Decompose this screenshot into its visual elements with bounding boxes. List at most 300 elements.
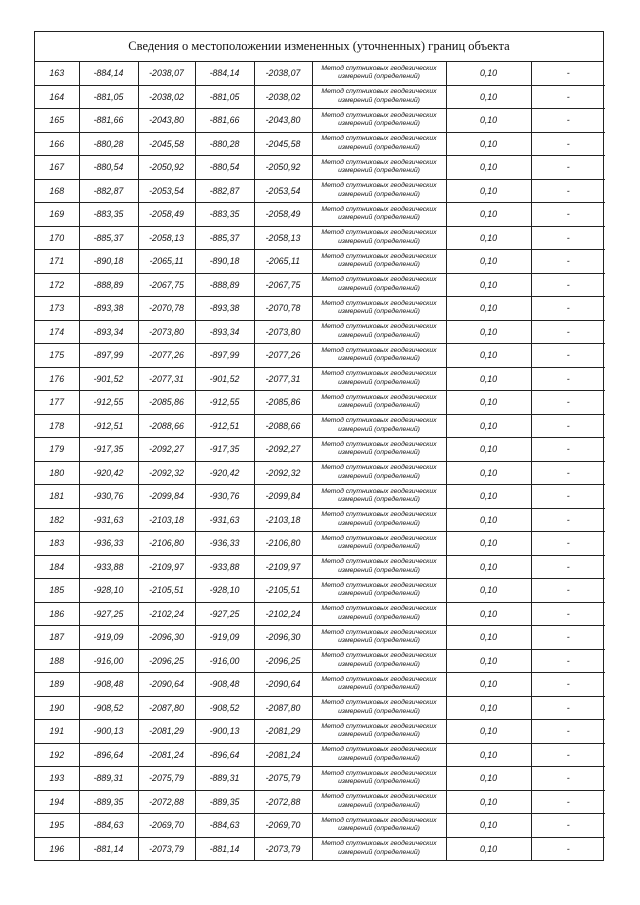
point-number-cell: 182 [35,508,79,532]
boundary-coordinates-sheet [34,31,604,861]
point-number-cell: 196 [35,837,79,860]
method-cell [312,226,446,250]
point-number-cell: 195 [35,814,79,838]
point-number-cell: 186 [35,602,79,626]
method-cell [312,250,446,274]
existing-x-cell: -900,13 [79,720,138,744]
table-row [35,743,605,767]
point-number-cell: 180 [35,461,79,485]
table-row [35,85,605,109]
accuracy-cell: 0,10 [446,156,531,180]
method-cell [312,367,446,391]
method-text-line-1: Метод спутниковых геодезических [321,276,437,284]
method-cell [312,579,446,603]
note-cell: - [531,508,605,532]
method-text-line-1: Метод спутниковых геодезических [321,229,437,237]
method-text-line-2: измерений (определений) [338,848,420,856]
refined-y-cell: -2067,75 [254,273,312,297]
note-cell: - [531,273,605,297]
existing-x-cell: -884,14 [79,62,138,85]
point-number-cell: 172 [35,273,79,297]
refined-x-cell: -881,14 [195,837,254,860]
method-text-line-1: Метод спутниковых геодезических [321,464,437,472]
refined-x-cell: -893,38 [195,297,254,321]
existing-x-cell: -890,18 [79,250,138,274]
method-cell [312,297,446,321]
refined-x-cell: -920,42 [195,461,254,485]
note-cell: - [531,790,605,814]
method-text-line-2: измерений (определений) [338,825,420,833]
refined-y-cell: -2043,80 [254,109,312,133]
refined-x-cell: -919,09 [195,626,254,650]
note-cell: - [531,344,605,368]
table-row [35,344,605,368]
existing-y-cell: -2069,70 [138,814,195,838]
existing-x-cell: -936,33 [79,532,138,556]
accuracy-cell: 0,10 [446,320,531,344]
note-cell: - [531,85,605,109]
note-cell: - [531,320,605,344]
existing-x-cell: -901,52 [79,367,138,391]
method-text-line-1: Метод спутниковых геодезических [321,252,437,260]
note-cell: - [531,461,605,485]
refined-y-cell: -2106,80 [254,532,312,556]
existing-x-cell: -919,09 [79,626,138,650]
point-number-cell: 164 [35,85,79,109]
method-text-line-2: измерений (определений) [338,637,420,645]
accuracy-cell: 0,10 [446,367,531,391]
existing-y-cell: -2081,29 [138,720,195,744]
method-text-line-1: Метод спутниковых геодезических [321,205,437,213]
existing-y-cell: -2105,51 [138,579,195,603]
accuracy-cell: 0,10 [446,814,531,838]
refined-y-cell: -2053,54 [254,179,312,203]
refined-x-cell: -927,25 [195,602,254,626]
existing-y-cell: -2058,49 [138,203,195,227]
point-number-cell: 190 [35,696,79,720]
method-cell [312,508,446,532]
method-text-line-2: измерений (определений) [338,707,420,715]
point-number-cell: 188 [35,649,79,673]
method-text-line-1: Метод спутниковых геодезических [321,135,437,143]
refined-y-cell: -2092,32 [254,461,312,485]
note-cell: - [531,179,605,203]
method-cell [312,532,446,556]
method-text-line-2: измерений (определений) [338,190,420,198]
note-cell: - [531,226,605,250]
existing-x-cell: -916,00 [79,649,138,673]
note-cell: - [531,297,605,321]
method-text-line-1: Метод спутниковых геодезических [321,346,437,354]
table-row [35,814,605,838]
refined-x-cell: -916,00 [195,649,254,673]
point-number-cell: 174 [35,320,79,344]
method-text-line-2: измерений (определений) [338,496,420,504]
refined-y-cell: -2070,78 [254,297,312,321]
note-cell: - [531,156,605,180]
note-cell: - [531,626,605,650]
table-row [35,602,605,626]
accuracy-cell: 0,10 [446,109,531,133]
method-text-line-2: измерений (определений) [338,237,420,245]
method-text-line-1: Метод спутниковых геодезических [321,722,437,730]
refined-y-cell: -2109,97 [254,555,312,579]
method-cell [312,391,446,415]
point-number-cell: 170 [35,226,79,250]
point-number-cell: 171 [35,250,79,274]
refined-x-cell: -928,10 [195,579,254,603]
method-cell [312,814,446,838]
method-text-line-2: измерений (определений) [338,684,420,692]
existing-y-cell: -2099,84 [138,485,195,509]
existing-x-cell: -893,38 [79,297,138,321]
point-number-cell: 173 [35,297,79,321]
note-cell: - [531,743,605,767]
existing-x-cell: -917,35 [79,438,138,462]
note-cell: - [531,62,605,85]
point-number-cell: 175 [35,344,79,368]
point-number-cell: 192 [35,743,79,767]
note-cell: - [531,485,605,509]
point-number-cell: 177 [35,391,79,415]
refined-y-cell: -2088,66 [254,414,312,438]
page-title: Сведения о местоположении измененных (уточненных) границ объекта [35,32,603,62]
method-text-line-2: измерений (определений) [338,731,420,739]
method-text-line-2: измерений (определений) [338,308,420,316]
method-text-line-1: Метод спутниковых геодезических [321,299,437,307]
refined-y-cell: -2050,92 [254,156,312,180]
refined-x-cell: -890,18 [195,250,254,274]
note-cell: - [531,391,605,415]
existing-y-cell: -2077,31 [138,367,195,391]
note-cell: - [531,602,605,626]
refined-x-cell: -897,99 [195,344,254,368]
table-row [35,320,605,344]
point-number-cell: 187 [35,626,79,650]
refined-x-cell: -936,33 [195,532,254,556]
note-cell: - [531,814,605,838]
method-cell [312,767,446,791]
existing-y-cell: -2045,58 [138,132,195,156]
existing-x-cell: -881,66 [79,109,138,133]
refined-y-cell: -2092,27 [254,438,312,462]
existing-y-cell: -2073,80 [138,320,195,344]
method-text-line-1: Метод спутниковых геодезических [321,793,437,801]
existing-y-cell: -2038,02 [138,85,195,109]
table-row [35,367,605,391]
existing-x-cell: -912,51 [79,414,138,438]
method-cell [312,414,446,438]
existing-y-cell: -2081,24 [138,743,195,767]
note-cell: - [531,203,605,227]
accuracy-cell: 0,10 [446,414,531,438]
refined-x-cell: -917,35 [195,438,254,462]
existing-x-cell: -912,55 [79,391,138,415]
method-text-line-2: измерений (определений) [338,543,420,551]
existing-x-cell: -927,25 [79,602,138,626]
refined-x-cell: -912,51 [195,414,254,438]
existing-x-cell: -880,28 [79,132,138,156]
method-text-line-2: измерений (определений) [338,472,420,480]
table-row [35,109,605,133]
existing-y-cell: -2109,97 [138,555,195,579]
accuracy-cell: 0,10 [446,837,531,860]
method-text-line-2: измерений (определений) [338,566,420,574]
coordinates-table-body [35,62,605,860]
refined-y-cell: -2081,24 [254,743,312,767]
note-cell: - [531,649,605,673]
table-row [35,391,605,415]
refined-x-cell: -912,55 [195,391,254,415]
refined-y-cell: -2073,79 [254,837,312,860]
refined-y-cell: -2090,64 [254,673,312,697]
accuracy-cell: 0,10 [446,344,531,368]
note-cell: - [531,767,605,791]
accuracy-cell: 0,10 [446,391,531,415]
accuracy-cell: 0,10 [446,602,531,626]
existing-x-cell: -880,54 [79,156,138,180]
table-row [35,626,605,650]
method-cell [312,696,446,720]
note-cell: - [531,414,605,438]
method-text-line-1: Метод спутниковых геодезических [321,88,437,96]
method-cell [312,85,446,109]
method-text-line-2: измерений (определений) [338,402,420,410]
table-row [35,179,605,203]
accuracy-cell: 0,10 [446,438,531,462]
existing-x-cell: -884,63 [79,814,138,838]
note-cell: - [531,720,605,744]
accuracy-cell: 0,10 [446,555,531,579]
method-cell [312,673,446,697]
method-text-line-2: измерений (определений) [338,143,420,151]
point-number-cell: 185 [35,579,79,603]
existing-y-cell: -2070,78 [138,297,195,321]
table-row [35,461,605,485]
existing-y-cell: -2092,27 [138,438,195,462]
accuracy-cell: 0,10 [446,532,531,556]
accuracy-cell: 0,10 [446,273,531,297]
accuracy-cell: 0,10 [446,649,531,673]
refined-y-cell: -2085,86 [254,391,312,415]
method-text-line-2: измерений (определений) [338,214,420,222]
refined-y-cell: -2096,25 [254,649,312,673]
point-number-cell: 166 [35,132,79,156]
existing-x-cell: -908,48 [79,673,138,697]
method-text-line-2: измерений (определений) [338,73,420,81]
existing-x-cell: -896,64 [79,743,138,767]
table-row [35,273,605,297]
method-cell [312,179,446,203]
method-cell [312,837,446,860]
refined-y-cell: -2077,31 [254,367,312,391]
existing-x-cell: -889,35 [79,790,138,814]
table-row [35,485,605,509]
existing-y-cell: -2058,13 [138,226,195,250]
method-text-line-1: Метод спутниковых геодезических [321,769,437,777]
existing-x-cell: -931,63 [79,508,138,532]
refined-y-cell: -2038,02 [254,85,312,109]
existing-x-cell: -885,37 [79,226,138,250]
refined-x-cell: -889,31 [195,767,254,791]
existing-x-cell: -889,31 [79,767,138,791]
table-row [35,579,605,603]
method-cell [312,555,446,579]
point-number-cell: 191 [35,720,79,744]
coordinates-table [35,62,605,860]
existing-x-cell: -881,14 [79,837,138,860]
method-text-line-2: измерений (определений) [338,355,420,363]
point-number-cell: 169 [35,203,79,227]
note-cell: - [531,132,605,156]
method-text-line-2: измерений (определений) [338,378,420,386]
accuracy-cell: 0,10 [446,461,531,485]
existing-y-cell: -2087,80 [138,696,195,720]
existing-x-cell: -888,89 [79,273,138,297]
method-cell [312,485,446,509]
refined-x-cell: -884,14 [195,62,254,85]
accuracy-cell: 0,10 [446,508,531,532]
method-text-line-2: измерений (определений) [338,660,420,668]
refined-x-cell: -908,48 [195,673,254,697]
point-number-cell: 181 [35,485,79,509]
table-row [35,132,605,156]
existing-y-cell: -2106,80 [138,532,195,556]
existing-x-cell: -897,99 [79,344,138,368]
method-text-line-2: измерений (определений) [338,425,420,433]
method-text-line-1: Метод спутниковых геодезических [321,417,437,425]
point-number-cell: 189 [35,673,79,697]
existing-x-cell: -908,52 [79,696,138,720]
table-row [35,438,605,462]
refined-x-cell: -888,89 [195,273,254,297]
method-text-line-2: измерений (определений) [338,284,420,292]
table-row [35,673,605,697]
existing-y-cell: -2073,79 [138,837,195,860]
refined-x-cell: -889,35 [195,790,254,814]
method-text-line-1: Метод спутниковых геодезических [321,675,437,683]
method-cell [312,344,446,368]
method-text-line-1: Метод спутниковых геодезических [321,64,437,72]
table-row [35,555,605,579]
accuracy-cell: 0,10 [446,62,531,85]
method-text-line-2: измерений (определений) [338,331,420,339]
table-row [35,62,605,85]
accuracy-cell: 0,10 [446,85,531,109]
accuracy-cell: 0,10 [446,743,531,767]
refined-y-cell: -2075,79 [254,767,312,791]
method-cell [312,62,446,85]
accuracy-cell: 0,10 [446,250,531,274]
method-cell [312,132,446,156]
existing-y-cell: -2085,86 [138,391,195,415]
refined-x-cell: -893,34 [195,320,254,344]
refined-x-cell: -901,52 [195,367,254,391]
method-text-line-1: Метод спутниковых геодезических [321,440,437,448]
method-text-line-1: Метод спутниковых геодезических [321,746,437,754]
method-cell [312,320,446,344]
method-text-line-2: измерений (определений) [338,778,420,786]
method-text-line-1: Метод спутниковых геодезических [321,558,437,566]
refined-x-cell: -930,76 [195,485,254,509]
method-cell [312,109,446,133]
method-cell [312,649,446,673]
refined-y-cell: -2096,30 [254,626,312,650]
existing-y-cell: -2038,07 [138,62,195,85]
accuracy-cell: 0,10 [446,485,531,509]
existing-y-cell: -2053,54 [138,179,195,203]
refined-y-cell: -2105,51 [254,579,312,603]
point-number-cell: 167 [35,156,79,180]
existing-y-cell: -2088,66 [138,414,195,438]
method-text-line-1: Метод спутниковых геодезических [321,699,437,707]
method-text-line-2: измерений (определений) [338,449,420,457]
method-text-line-1: Метод спутниковых геодезических [321,840,437,848]
refined-x-cell: -908,52 [195,696,254,720]
method-cell [312,790,446,814]
table-row [35,156,605,180]
refined-y-cell: -2045,58 [254,132,312,156]
point-number-cell: 184 [35,555,79,579]
method-text-line-2: измерений (определений) [338,96,420,104]
existing-x-cell: -893,34 [79,320,138,344]
method-text-line-1: Метод спутниковых геодезических [321,393,437,401]
note-cell: - [531,696,605,720]
existing-y-cell: -2092,32 [138,461,195,485]
refined-x-cell: -931,63 [195,508,254,532]
accuracy-cell: 0,10 [446,297,531,321]
method-text-line-2: измерений (определений) [338,167,420,175]
refined-x-cell: -896,64 [195,743,254,767]
note-cell: - [531,532,605,556]
refined-x-cell: -880,28 [195,132,254,156]
point-number-cell: 165 [35,109,79,133]
table-row [35,297,605,321]
refined-y-cell: -2077,26 [254,344,312,368]
method-cell [312,602,446,626]
existing-y-cell: -2103,18 [138,508,195,532]
accuracy-cell: 0,10 [446,579,531,603]
table-row [35,837,605,860]
existing-y-cell: -2096,30 [138,626,195,650]
accuracy-cell: 0,10 [446,790,531,814]
method-cell [312,461,446,485]
accuracy-cell: 0,10 [446,226,531,250]
existing-y-cell: -2050,92 [138,156,195,180]
method-text-line-1: Метод спутниковых геодезических [321,158,437,166]
refined-y-cell: -2065,11 [254,250,312,274]
note-cell: - [531,837,605,860]
existing-y-cell: -2090,64 [138,673,195,697]
method-cell [312,720,446,744]
method-text-line-1: Метод спутниковых геодезических [321,323,437,331]
note-cell: - [531,109,605,133]
accuracy-cell: 0,10 [446,696,531,720]
table-row [35,226,605,250]
method-cell [312,626,446,650]
method-text-line-1: Метод спутниковых геодезических [321,534,437,542]
method-text-line-2: измерений (определений) [338,261,420,269]
method-text-line-1: Метод спутниковых геодезических [321,487,437,495]
existing-x-cell: -930,76 [79,485,138,509]
table-row [35,250,605,274]
point-number-cell: 194 [35,790,79,814]
note-cell: - [531,555,605,579]
existing-x-cell: -882,87 [79,179,138,203]
refined-y-cell: -2081,29 [254,720,312,744]
existing-x-cell: -928,10 [79,579,138,603]
method-text-line-1: Метод спутниковых геодезических [321,111,437,119]
